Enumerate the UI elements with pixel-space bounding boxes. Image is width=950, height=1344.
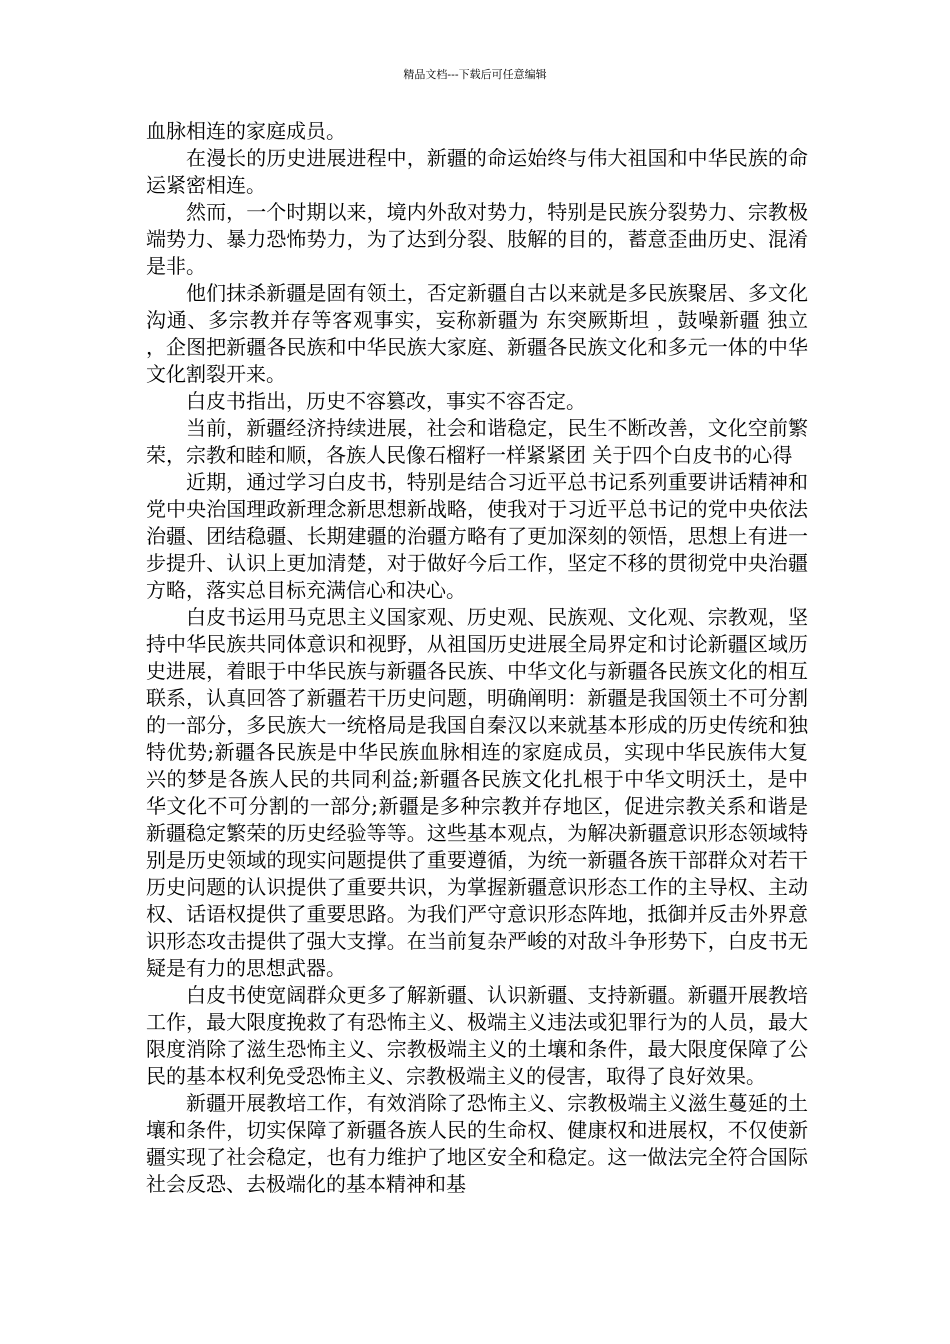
page-header: 精品文档---下载后可任意编辑 xyxy=(403,68,547,81)
paragraph: 白皮书指出，历史不容篡改，事实不容否定。 xyxy=(186,389,586,413)
paragraph: 当前，新疆经济持续进展，社会和谐稳定，民生不断改善，文化空前繁荣，宗教和睦和顺，各族人民像石榴籽一样紧紧团 关于四个白皮书的心得 xyxy=(146,416,808,467)
paragraph: 在漫长的历史进展进程中，新疆的命运始终与伟大祖国和中华民族的命运紧密相连。 xyxy=(146,146,808,197)
paragraph: 白皮书使宽阔群众更多了解新疆、认识新疆、支持新疆。新疆开展教培工作，最大限度挽救了有恐怖主义、极端主义违法或犯罪行为的人员，最大限度消除了滋生恐怖主义、宗教极端主义的土壤和条件，最大限度保障了公民的基本权利免受恐怖主义、宗教极端主义的侵害，取得了良好效果。 xyxy=(146,983,808,1088)
paragraph: 他们抹杀新疆是固有领土，否定新疆自古以来就是多民族聚居、多文化沟通、多宗教并存等客观事实，妄称新疆为 东突厥斯坦 ，鼓噪新疆 独立 ，企图把新疆各民族和中华民族大家庭、新疆各民族文化和多元一体的中华文化割裂开来。 xyxy=(146,281,808,386)
paragraph: 然而，一个时期以来，境内外敌对势力，特别是民族分裂势力、宗教极端势力、暴力恐怖势力，为了达到分裂、肢解的目的，蓄意歪曲历史、混淆是非。 xyxy=(146,200,808,278)
paragraph: 近期，通过学习白皮书，特别是结合习近平总书记系列重要讲话精神和党中央治国理政新理念新思想新战略，使我对于习近平总书记的党中央依法治疆、团结稳疆、长期建疆的治疆方略有了更加深刻的领悟，思想上有进一步提升、认识上更加清楚，对于做好今后工作，坚定不移的贯彻党中央治疆方略，落实总目标充满信心和决心。 xyxy=(146,470,808,602)
paragraph: 新疆开展教培工作，有效消除了恐怖主义、宗教极端主义滋生蔓延的土壤和条件，切实保障了新疆各族人民的生命权、健康权和进展权，不仅使新疆实现了社会稳定，也有力维护了地区安全和稳定。这一做法完全符合国际社会反恐、去极端化的基本精神和基 xyxy=(146,1091,808,1196)
document-body xyxy=(146,118,808,1198)
paragraph: 血脉相连的家庭成员。 xyxy=(146,119,346,143)
paragraph: 白皮书运用马克思主义国家观、历史观、民族观、文化观、宗教观，坚持中华民族共同体意识和视野，从祖国历史进展全局界定和讨论新疆区域历史进展，着眼于中华民族与新疆各民族、中华文化与新疆各民族文化的相互联系，认真回答了新疆若干历史问题，明确阐明：新疆是我国领土不可分割的一部分，多民族大一统格局是我国自秦汉以来就基本形成的历史传统和独特优势;新疆各民族是中华民族血脉相连的家庭成员，实现中华民族伟大复兴的梦是各族人民的共同利益;新疆各民族文化扎根于中华文明沃土，是中华文化不可分割的一部分;新疆是多种宗教并存地区，促进宗教关系和谐是新疆稳定繁荣的历史经验等等。这些基本观点，为解决新疆意识形态领域特别是历史领域的现实问题提供了重要遵循，为统一新疆各族干部群众对若干历史问题的认识提供了重要共识，为掌握新疆意识形态工作的主导权、主动权、话语权提供了重要思路。为我们严守意识形态阵地，抵御并反击外界意识形态攻击提供了强大支撑。在当前复杂严峻的对敌斗争形势下，白皮书无疑是有力的思想武器。 xyxy=(146,605,808,980)
